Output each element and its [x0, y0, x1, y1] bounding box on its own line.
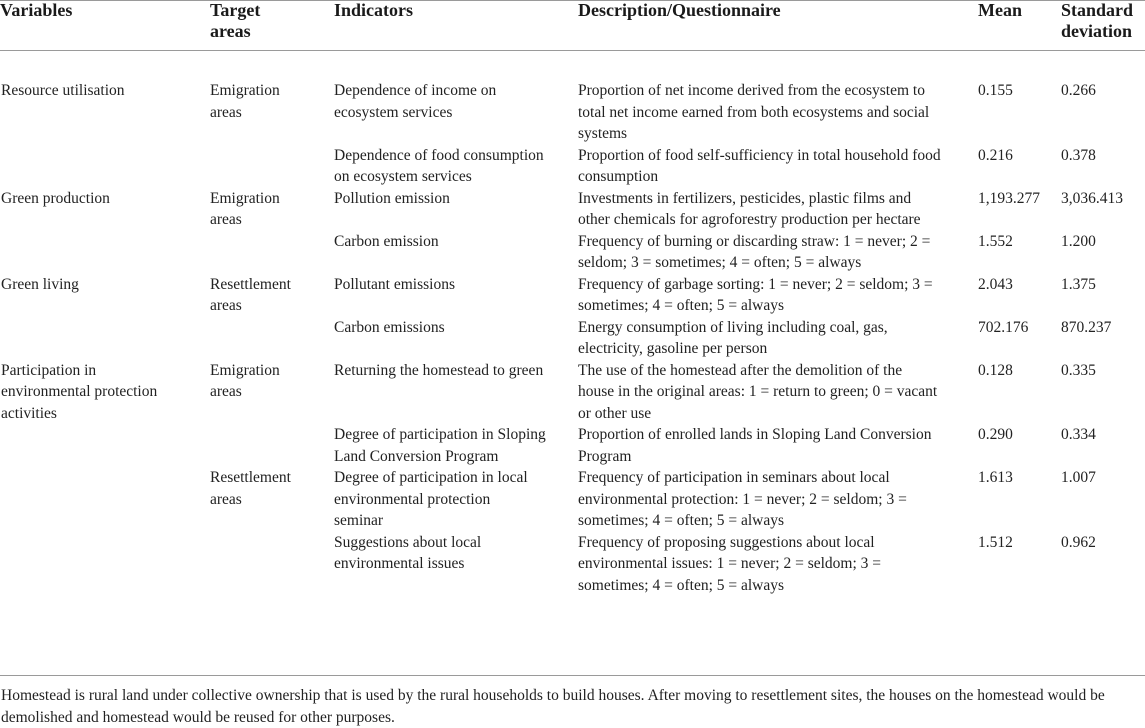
- table-row: [0, 360, 1145, 425]
- standard-deviation-cell: [1059, 188, 1145, 231]
- cell-line: Proportion of enrolled lands in Sloping Land Conversion: [578, 424, 976, 446]
- mean-cell: [976, 317, 1059, 360]
- cell-line: Green production: [1, 188, 208, 210]
- cell-value: 1.552: [978, 231, 1059, 253]
- cell-value: 1.007: [1061, 467, 1145, 489]
- variable-cell: [0, 532, 208, 597]
- table-row: [0, 317, 1145, 360]
- standard-deviation-cell: [1059, 360, 1145, 425]
- indicator-cell: [332, 317, 576, 360]
- description-cell: [576, 274, 976, 317]
- description-cell: [576, 532, 976, 597]
- indicator-cell: [332, 145, 576, 188]
- table-row: [0, 424, 1145, 467]
- table-row: [0, 188, 1145, 231]
- variable-cell: [0, 467, 208, 532]
- cell-line: Proportion of food self-sufficiency in total household food: [578, 145, 976, 167]
- cell-line: Proportion of net income derived from the ecosystem to: [578, 80, 976, 102]
- indicator-cell: [332, 50, 576, 145]
- cell-line: Returning the homestead to green: [334, 360, 576, 382]
- cell-line: environmental protection: 1 = never; 2 = seldom; 3 =: [578, 489, 976, 511]
- description-cell: [576, 231, 976, 274]
- mean-cell: [976, 274, 1059, 317]
- cell-line: Frequency of burning or discarding straw: 1 = never; 2 =: [578, 231, 976, 253]
- header-label: Target: [210, 0, 332, 21]
- mean-cell: [976, 467, 1059, 532]
- target-area-cell: [208, 467, 332, 532]
- standard-deviation-cell: [1059, 532, 1145, 597]
- cell-line: on ecosystem services: [334, 166, 576, 188]
- target-area-cell: [208, 360, 332, 425]
- cell-value: 1,193.277: [978, 188, 1059, 210]
- cell-value: 0.155: [978, 80, 1059, 102]
- description-cell: [576, 188, 976, 231]
- variable-cell: [0, 50, 208, 145]
- variable-cell: [0, 231, 208, 274]
- cell-value: 1.512: [978, 532, 1059, 554]
- header-indicators: [332, 0, 576, 50]
- indicator-cell: [332, 274, 576, 317]
- table-row: [0, 231, 1145, 274]
- cell-line: Pollution emission: [334, 188, 576, 210]
- header-label: deviation: [1061, 21, 1145, 42]
- cell-line: ecosystem services: [334, 102, 576, 124]
- variable-cell: [0, 274, 208, 317]
- header-mean: [976, 0, 1059, 50]
- variable-cell: [0, 188, 208, 231]
- cell-line: or other use: [578, 403, 976, 425]
- header-description: [576, 0, 976, 50]
- variable-cell: [0, 317, 208, 360]
- header-label: areas: [210, 21, 332, 42]
- cell-value: 3,036.413: [1061, 188, 1145, 210]
- header-standard-deviation: [1059, 0, 1145, 50]
- target-area-cell: [208, 532, 332, 597]
- cell-line: Frequency of proposing suggestions about local: [578, 532, 976, 554]
- cell-line: systems: [578, 123, 976, 145]
- table-header: [0, 0, 1145, 50]
- table-row: [0, 532, 1145, 597]
- indicator-cell: [332, 360, 576, 425]
- cell-line: seldom; 3 = sometimes; 4 = often; 5 = always: [578, 252, 976, 274]
- header-label: Variables: [0, 0, 208, 21]
- cell-value: 1.613: [978, 467, 1059, 489]
- cell-line: Degree of participation in local: [334, 467, 576, 489]
- cell-line: environmental protection: [334, 489, 576, 511]
- mean-cell: [976, 231, 1059, 274]
- cell-line: Suggestions about local: [334, 532, 576, 554]
- bottom-rule: [0, 675, 1145, 676]
- indicator-cell: [332, 231, 576, 274]
- header-label: Description/Questionnaire: [578, 0, 976, 21]
- cell-line: Participation in: [1, 360, 208, 382]
- header-row: [0, 0, 1145, 50]
- cell-value: 1.375: [1061, 274, 1145, 296]
- cell-line: Degree of participation in Sloping: [334, 424, 576, 446]
- standard-deviation-cell: [1059, 317, 1145, 360]
- cell-line: Green living: [1, 274, 208, 296]
- mean-cell: [976, 532, 1059, 597]
- target-area-cell: [208, 317, 332, 360]
- cell-line: sometimes; 4 = often; 5 = always: [578, 575, 976, 597]
- cell-line: Emigration: [210, 360, 332, 382]
- standard-deviation-cell: [1059, 274, 1145, 317]
- standard-deviation-cell: [1059, 424, 1145, 467]
- cell-value: 0.128: [978, 360, 1059, 382]
- description-cell: [576, 50, 976, 145]
- cell-value: 0.266: [1061, 80, 1145, 102]
- cell-line: Resettlement: [210, 467, 332, 489]
- description-cell: [576, 467, 976, 532]
- cell-line: Dependence of income on: [334, 80, 576, 102]
- variable-cell: [0, 424, 208, 467]
- mean-cell: [976, 145, 1059, 188]
- header-variables: [0, 0, 208, 50]
- cell-line: sometimes; 4 = often; 5 = always: [578, 510, 976, 532]
- cell-line: areas: [210, 102, 332, 124]
- cell-value: 2.043: [978, 274, 1059, 296]
- cell-line: sometimes; 4 = often; 5 = always: [578, 295, 976, 317]
- cell-line: Emigration: [210, 80, 332, 102]
- target-area-cell: [208, 274, 332, 317]
- cell-line: Pollutant emissions: [334, 274, 576, 296]
- target-area-cell: [208, 424, 332, 467]
- cell-line: Land Conversion Program: [334, 446, 576, 468]
- table-row: [0, 50, 1145, 145]
- cell-line: The use of the homestead after the demolition of the: [578, 360, 976, 382]
- indicator-cell: [332, 424, 576, 467]
- cell-value: 0.290: [978, 424, 1059, 446]
- cell-line: Program: [578, 446, 976, 468]
- header-label: Mean: [978, 0, 1059, 21]
- target-area-cell: [208, 145, 332, 188]
- header-label: Indicators: [334, 0, 576, 21]
- description-cell: [576, 424, 976, 467]
- table-footnote: [1, 685, 1141, 728]
- cell-line: Energy consumption of living including coal, gas,: [578, 317, 976, 339]
- cell-line: Frequency of garbage sorting: 1 = never; 2 = seldom; 3 =: [578, 274, 976, 296]
- cell-value: 0.216: [978, 145, 1059, 167]
- indicator-cell: [332, 467, 576, 532]
- description-cell: [576, 145, 976, 188]
- cell-line: environmental protection: [1, 381, 208, 403]
- footnote-line: demolished and homestead would be reused for other purposes.: [1, 707, 1141, 728]
- cell-value: 870.237: [1061, 317, 1145, 339]
- standard-deviation-cell: [1059, 231, 1145, 274]
- table-body: [0, 50, 1145, 596]
- cell-line: seminar: [334, 510, 576, 532]
- footnote-line: Homestead is rural land under collective ownership that is used by the rural households to build houses. After moving to resettlement sites, the houses on the homestead would be: [1, 685, 1141, 707]
- standard-deviation-cell: [1059, 467, 1145, 532]
- cell-line: areas: [210, 209, 332, 231]
- cell-value: 0.334: [1061, 424, 1145, 446]
- cell-line: areas: [210, 381, 332, 403]
- cell-line: Resettlement: [210, 274, 332, 296]
- cell-value: 0.962: [1061, 532, 1145, 554]
- table-row: [0, 274, 1145, 317]
- variable-cell: [0, 145, 208, 188]
- cell-value: 702.176: [978, 317, 1059, 339]
- standard-deviation-cell: [1059, 145, 1145, 188]
- cell-line: electricity, gasoline per person: [578, 338, 976, 360]
- cell-value: 0.335: [1061, 360, 1145, 382]
- cell-line: house in the original areas: 1 = return to green; 0 = vacant: [578, 381, 976, 403]
- mean-cell: [976, 360, 1059, 425]
- table-row: [0, 467, 1145, 532]
- mean-cell: [976, 424, 1059, 467]
- cell-value: 0.378: [1061, 145, 1145, 167]
- cell-line: environmental issues: 1 = never; 2 = seldom; 3 =: [578, 553, 976, 575]
- indicator-cell: [332, 532, 576, 597]
- header-label: Standard: [1061, 0, 1145, 21]
- standard-deviation-cell: [1059, 50, 1145, 145]
- description-cell: [576, 360, 976, 425]
- cell-line: Dependence of food consumption: [334, 145, 576, 167]
- cell-line: activities: [1, 403, 208, 425]
- cell-line: Carbon emissions: [334, 317, 576, 339]
- target-area-cell: [208, 50, 332, 145]
- table-row: [0, 145, 1145, 188]
- target-area-cell: [208, 231, 332, 274]
- cell-value: 1.200: [1061, 231, 1145, 253]
- cell-line: Investments in fertilizers, pesticides, plastic films and: [578, 188, 976, 210]
- mean-cell: [976, 50, 1059, 145]
- cell-line: consumption: [578, 166, 976, 188]
- cell-line: Resource utilisation: [1, 80, 208, 102]
- cell-line: areas: [210, 295, 332, 317]
- cell-line: environmental issues: [334, 553, 576, 575]
- cell-line: Emigration: [210, 188, 332, 210]
- cell-line: areas: [210, 489, 332, 511]
- cell-line: Frequency of participation in seminars about local: [578, 467, 976, 489]
- mean-cell: [976, 188, 1059, 231]
- cell-line: other chemicals for agroforestry production per hectare: [578, 209, 976, 231]
- header-target-areas: [208, 0, 332, 50]
- indicator-cell: [332, 188, 576, 231]
- variable-cell: [0, 360, 208, 425]
- target-area-cell: [208, 188, 332, 231]
- description-cell: [576, 317, 976, 360]
- cell-line: Carbon emission: [334, 231, 576, 253]
- cell-line: total net income earned from both ecosystems and social: [578, 102, 976, 124]
